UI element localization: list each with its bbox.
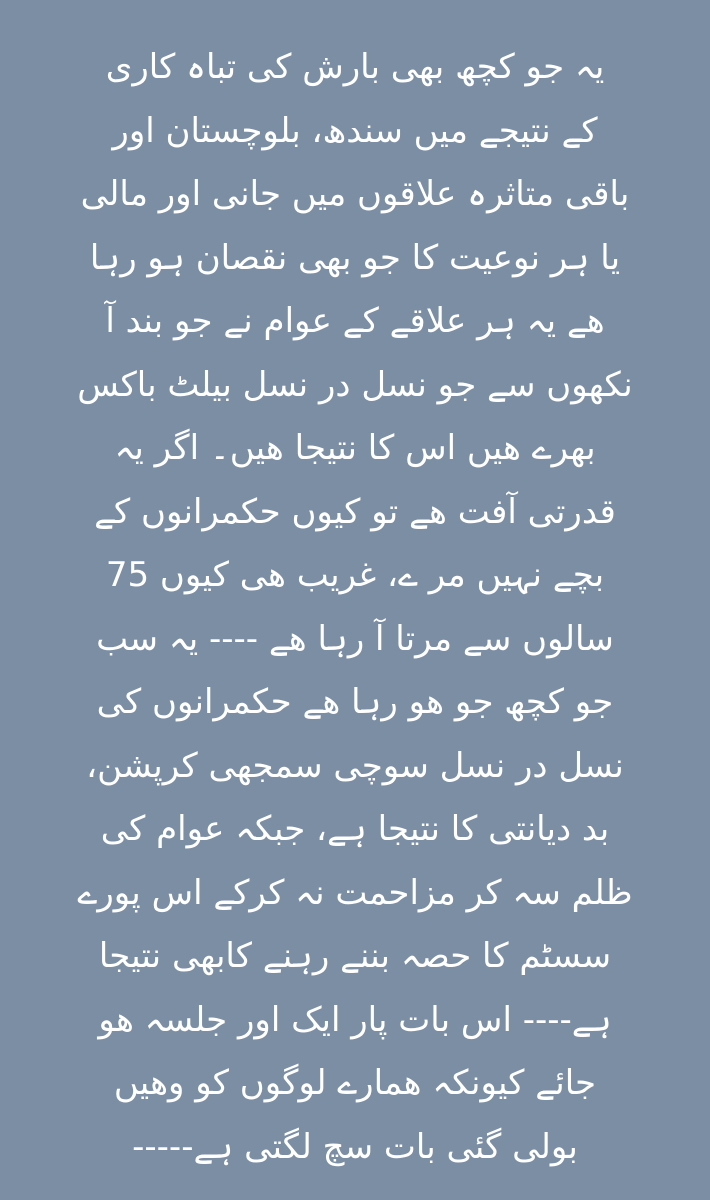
text-line: یہ جو کچھ بھی بارش کی تباہ کاری bbox=[105, 47, 605, 87]
text-line: جو کچھ جو ھو رہا ھے حکمرانوں کی bbox=[96, 682, 614, 722]
text-line: سالوں سے مرتا آ رہا ھے ---- یہ سب bbox=[96, 618, 614, 659]
text-line: سسٹم کا حصہ بننے رہنے کابھی نتیجا bbox=[98, 936, 612, 976]
text-line: یا ہر نوعیت کا جو بھی نقصان ہو رہا bbox=[89, 237, 621, 278]
text-line: بچے نہیں مر ے، غریب ھی کیوں 75 bbox=[105, 555, 605, 595]
text-line: بھرے ھیں اس کا نتیجا ھیں۔ اگر یہ bbox=[114, 428, 596, 468]
text-line: بد دیانتی کا نتیجا ہے، جبکہ عوام کی bbox=[100, 809, 610, 849]
text-line: نسل در نسل سوچی سمجھی کرپشن، bbox=[86, 745, 624, 786]
text-line: ظلم سہ کر مزاحمت نہ کرکے اس پورے bbox=[77, 872, 633, 913]
text-line: کے نتیجے میں سندھ، بلوچستان اور bbox=[112, 110, 598, 151]
text-line: قدرتی آفت ھے تو کیوں حکمرانوں کے bbox=[94, 491, 616, 532]
text-line: نکھوں سے جو نسل در نسل بیلٹ باکس bbox=[77, 364, 633, 405]
text-line: جائے کیونکہ ھمارے لوگوں کو وھیں bbox=[113, 1063, 597, 1103]
text-line: ھے یہ ہر علاقے کے عوام نے جو بند آ bbox=[105, 301, 605, 341]
text-line: بولی گئی بات سچ لگتی ہے----- bbox=[132, 1126, 578, 1167]
text-line: باقی متاثرہ علاقوں میں جانی اور مالی bbox=[80, 174, 630, 214]
text-line: ہے---- اس بات پار ایک اور جلسہ ھو bbox=[98, 999, 612, 1040]
urdu-text-body bbox=[0, 36, 710, 1179]
